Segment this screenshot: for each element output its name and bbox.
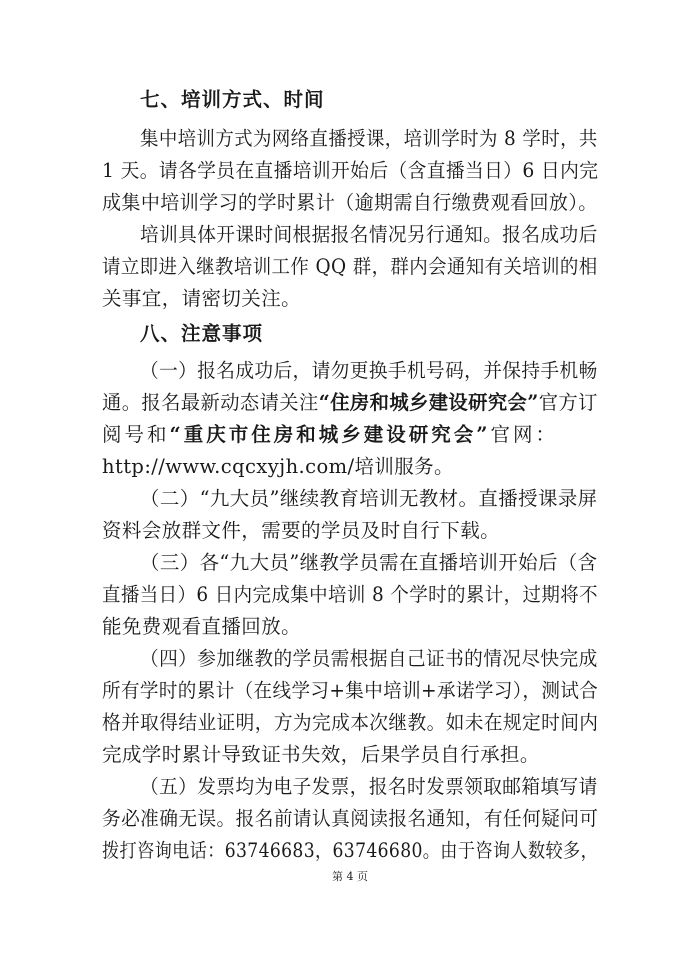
s8-item1-line2-text-c: 官方订	[538, 391, 598, 414]
s8-item3-line1: （三）各“九大员”继教学员需在直播培训开始后（含	[140, 551, 598, 574]
s8-item5-line1: （五）发票均为电子发票，报名时发票领取邮箱填写请	[140, 775, 598, 798]
s8-item4-line4: 完成学时累计导致证书失效，后果学员自行承担。	[102, 743, 540, 766]
section-8-heading: 八、注意事项	[140, 322, 264, 345]
s8-item4-line1: （四）参加继教的学员需根据自己证书的情况尽快完成	[140, 647, 598, 670]
s8-item1-line3-text-a: 阅号和	[102, 423, 170, 446]
section-7-heading: 七、培训方式、时间	[140, 88, 325, 111]
s8-item3-line2: 直播当日）6 日内完成集中培训 8 个学时的累计，过期将不	[102, 583, 599, 606]
s8-item1-line2-text-a: 通。报名最新动态请关注	[102, 391, 319, 414]
s8-item1-line3-text-c: 官网：	[490, 423, 558, 446]
s7-p2-line3: 关事宜，请密切关注。	[102, 287, 302, 310]
s8-item3-line3: 能免费观看直播回放。	[102, 615, 302, 638]
s7-p2-line2: 请立即进入继教培训工作 QQ 群，群内会通知有关培训的相	[102, 255, 598, 278]
s8-item2-line2: 资料会放群文件，需要的学员及时自行下载。	[102, 519, 501, 542]
s8-item1-account-name: “住房和城乡建设研究会”	[318, 391, 539, 414]
s8-item1-line1: （一）报名成功后，请勿更换手机号码，并保持手机畅	[140, 359, 598, 382]
s7-p2-line1: 培训具体开课时间根据报名情况另行通知。报名成功后	[140, 223, 598, 246]
s8-item1-url: http://www.cqcxyjh.com/培训服务。	[102, 455, 454, 478]
page-number: 第 4 页	[332, 870, 368, 883]
s8-item1-website-name: “重庆市住房和城乡建设研究会”	[169, 423, 491, 446]
s8-item4-line2: 所有学时的累计（在线学习+集中培训+承诺学习），测试合	[102, 679, 599, 702]
s8-item5-line3: 拨打咨询电话：63746683，63746680。由于咨询人数较多，	[102, 839, 599, 862]
s8-item4-line3: 格并取得结业证明，方为完成本次继教。如未在规定时间内	[102, 711, 599, 734]
s8-item5-line2: 务必准确无误。报名前请认真阅读报名通知，有任何疑问可	[102, 807, 599, 830]
s8-item1-line3	[102, 419, 558, 447]
s7-p1-line3: 成集中培训学习的学时累计（逾期需自行缴费观看回放）。	[102, 191, 598, 214]
s7-p1-line2: 1 天。请各学员在直播培训开始后（含直播当日）6 日内完	[102, 159, 599, 182]
s8-item1-line2	[102, 387, 598, 415]
s7-p1-line1: 集中培训方式为网络直播授课，培训学时为 8 学时，共	[140, 127, 598, 150]
s8-item2-line1: （二）“九大员”继续教育培训无教材。直播授课录屏	[140, 487, 598, 510]
